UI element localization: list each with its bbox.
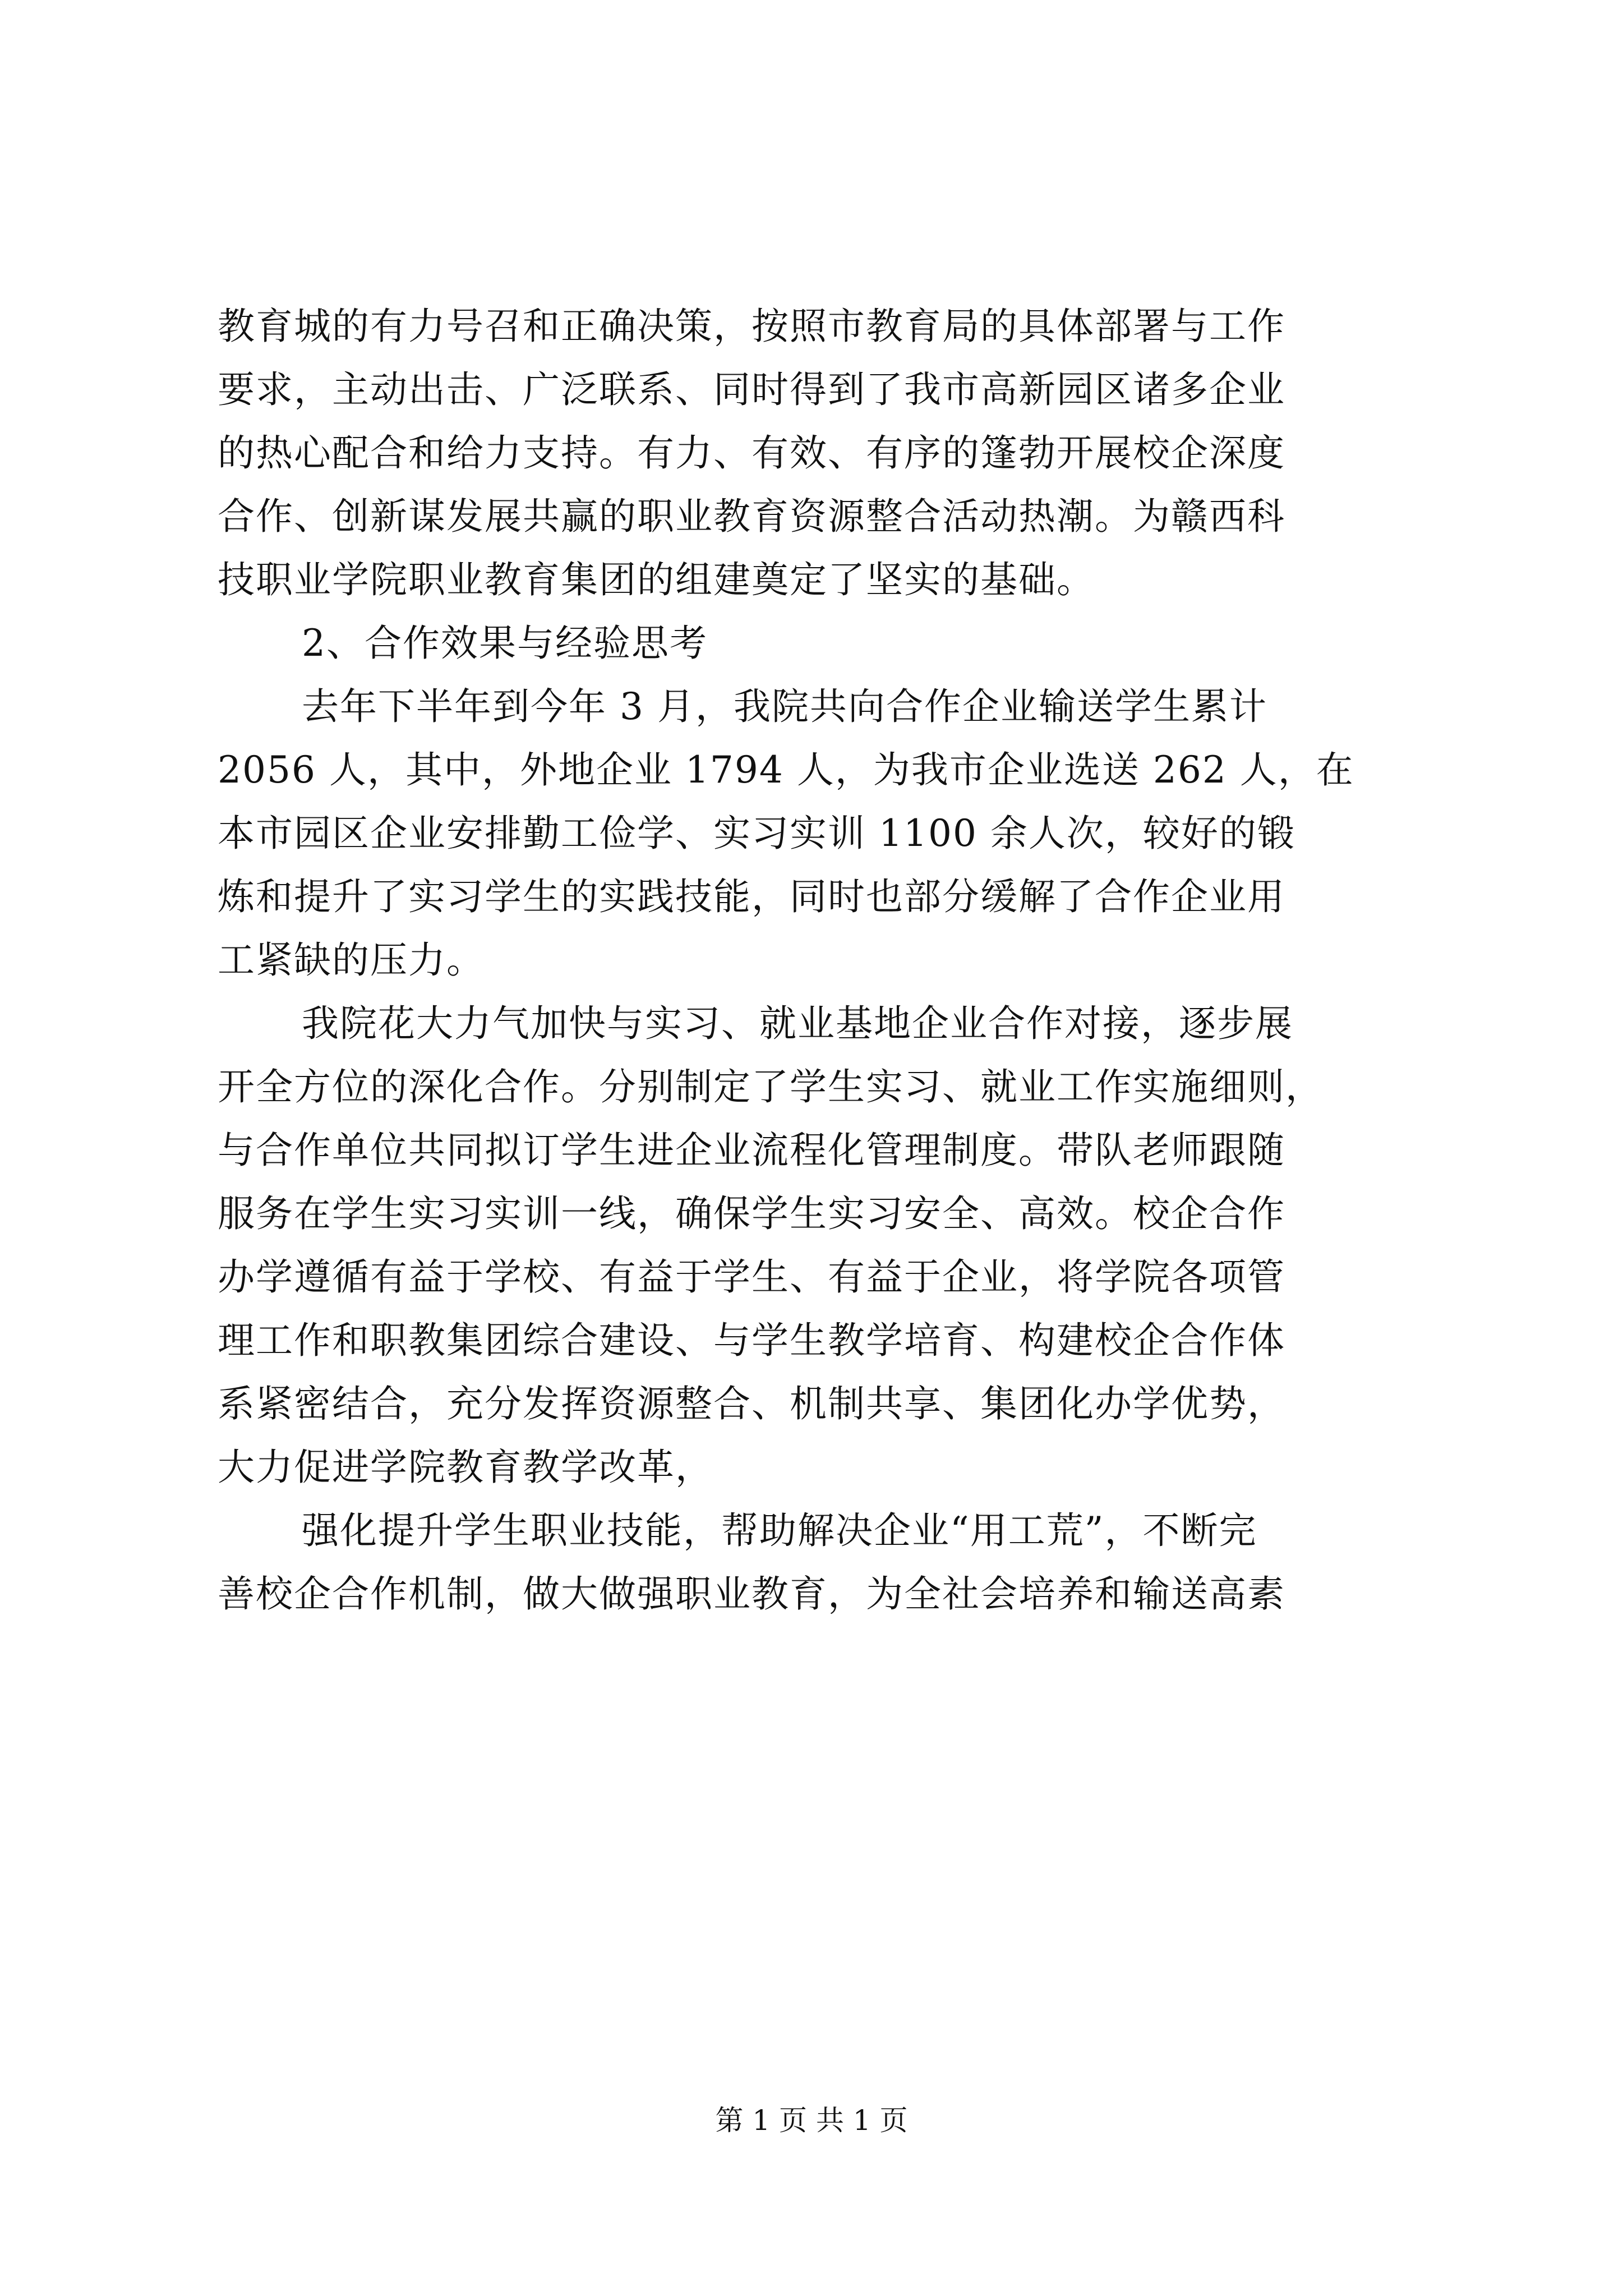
text-line: 炼和提升了实习学生的实践技能，同时也部分缓解了合作企业用 <box>218 875 1285 918</box>
text-line: 合作、创新谋发展共赢的职业教育资源整合活动热潮。为赣西科 <box>218 495 1285 538</box>
text-line: 教育城的有力号召和正确决策，按照市教育局的具体部署与工作 <box>218 305 1285 348</box>
page-number-label: 第 1 页 共 1 页 <box>715 2104 908 2137</box>
text-line: 的热心配合和给力支持。有力、有效、有序的篷勃开展校企深度 <box>218 431 1285 475</box>
text-line: 服务在学生实习实训一线，确保学生实习安全、高效。校企合作 <box>218 1192 1285 1235</box>
text-line: 大力促进学院教育教学改革， <box>218 1446 713 1489</box>
text-line: 本市园区企业安排勤工俭学、实习实训 1100 余人次，较好的锻 <box>218 812 1295 855</box>
text-line: 系紧密结合，充分发挥资源整合、机制共享、集团化办学优势， <box>218 1382 1285 1425</box>
text-line: 开全方位的深化合作。分别制定了学生实习、就业工作实施细则， <box>218 1065 1324 1108</box>
section-heading: 2、合作效果与经验思考 <box>302 622 708 665</box>
page-footer <box>0 2101 1623 2140</box>
text-line: 强化提升学生职业技能，帮助解决企业“用工荒”，不断完 <box>302 1509 1257 1552</box>
text-line: 要求，主动出击、广泛联系、同时得到了我市高新园区诸多企业 <box>218 368 1285 411</box>
text-line: 工紧缺的压力。 <box>218 938 485 982</box>
text-line: 去年下半年到今年 3 月，我院共向合作企业输送学生累计 <box>302 685 1267 728</box>
text-line: 我院花大力气加快与实习、就业基地企业合作对接，逐步展 <box>302 1002 1293 1045</box>
text-line: 与合作单位共同拟订学生进企业流程化管理制度。带队老师跟随 <box>218 1129 1285 1172</box>
text-line: 办学遵循有益于学校、有益于学生、有益于企业，将学院各项管 <box>218 1255 1285 1299</box>
text-line: 技职业学院职业教育集团的组建奠定了坚实的基础。 <box>218 558 1095 601</box>
body-text <box>218 295 1429 1626</box>
text-line: 善校企合作机制，做大做强职业教育，为全社会培养和输送高素 <box>218 1572 1285 1616</box>
text-line: 2056 人，其中，外地企业 1794 人，为我市企业选送 262 人，在 <box>218 748 1354 792</box>
text-line: 理工作和职教集团综合建设、与学生教学培育、构建校企合作体 <box>218 1319 1285 1362</box>
